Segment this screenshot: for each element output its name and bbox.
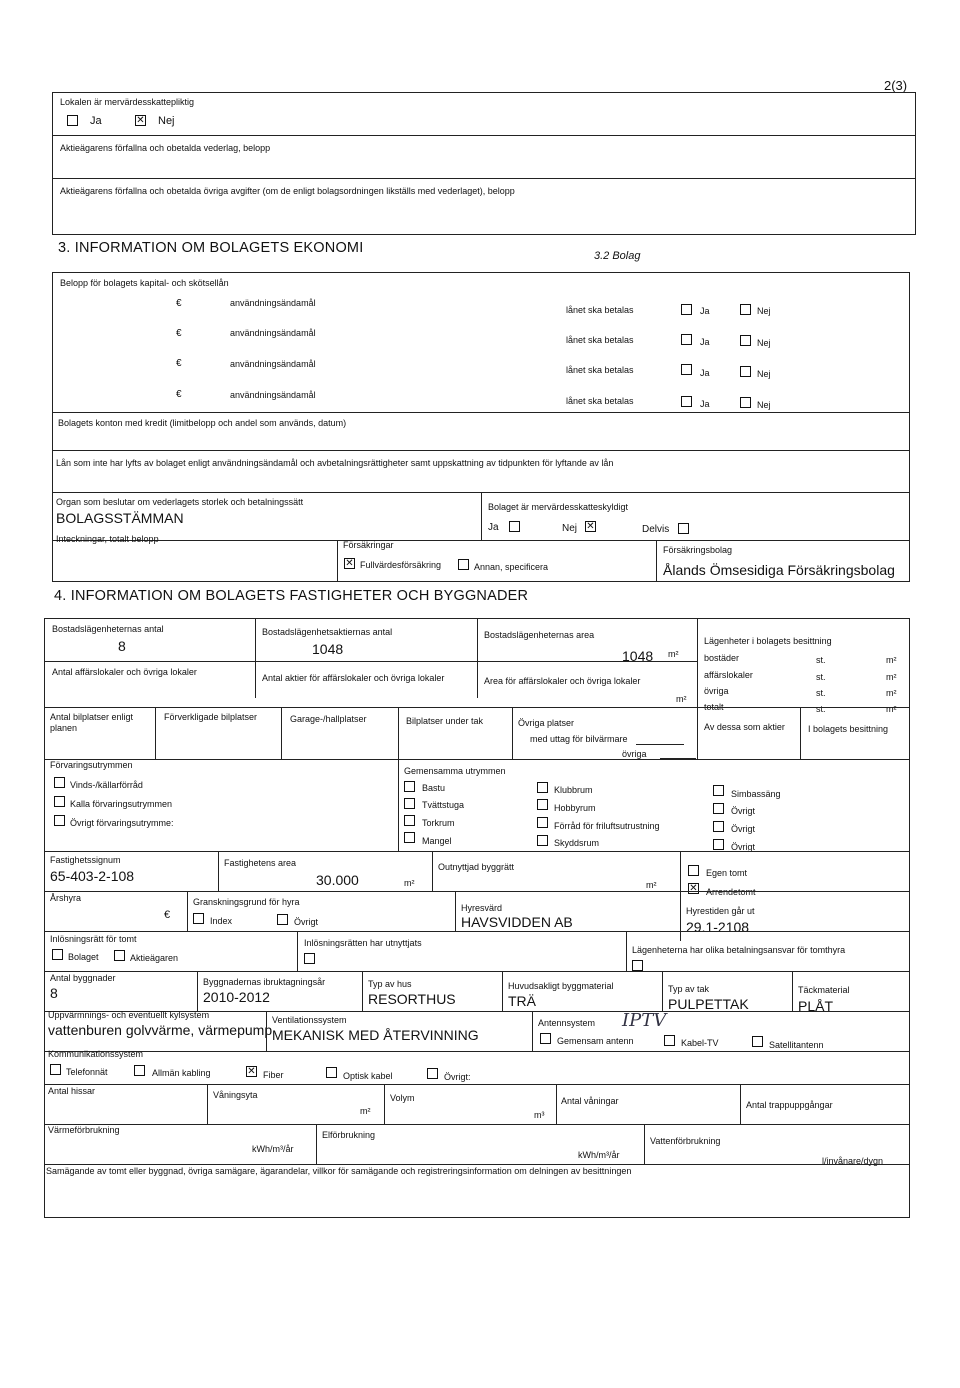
vat-nej-checkbox[interactable]: ✕ — [136, 115, 145, 126]
loan-label: Belopp för bolagets kapital- och skötsellån — [60, 278, 229, 288]
property-id: 65-403-2-108 — [50, 868, 135, 884]
m2-label: m² — [886, 688, 897, 698]
ja-checkbox[interactable] — [681, 396, 692, 407]
antenna-label: Antennsystem — [538, 1018, 596, 1028]
parking-roof-label: Bilplatser under tak — [406, 716, 484, 726]
comm-item: Optisk kabel — [343, 1071, 393, 1081]
rent-other-label: Övrigt — [294, 917, 319, 927]
property-area-label: Fastighetens area — [224, 858, 297, 868]
commercial-shares-label: Antal aktier för affärslokaler och övriga lokaler — [262, 673, 445, 683]
ja-label: Ja — [700, 399, 710, 409]
property-area-unit: m² — [404, 878, 415, 888]
comm-item: Allmän kabling — [152, 1068, 211, 1078]
own-plot-label: Egen tomt — [706, 868, 748, 878]
landlord-label: Hyresvärd — [461, 903, 503, 913]
nej-label: Nej — [757, 369, 771, 379]
redemption-lease-checkbox[interactable] — [304, 953, 315, 964]
volume-label: Volym — [390, 1093, 415, 1103]
comm-label: Kommunikationssystem — [48, 1049, 144, 1059]
maintenance-checkbox[interactable] — [632, 960, 643, 971]
antenna-common-label: Gemensam antenn — [557, 1036, 634, 1046]
ja-checkbox[interactable] — [681, 304, 692, 315]
ja-label: Ja — [700, 337, 710, 347]
common-item: Tvättstuga — [422, 800, 465, 810]
page-number: 2(3) — [884, 78, 908, 93]
insurance-full-checkbox[interactable]: ✕ — [345, 558, 354, 569]
parking-realized-label: Förverkligade bilplatser — [164, 712, 258, 722]
section4-title: 4. INFORMATION OM BOLAGETS FASTIGHETER OCH BYGGNADER — [54, 588, 529, 604]
vat-company-delvis-checkbox[interactable] — [678, 523, 689, 534]
purpose-label: användningsändamål — [230, 298, 316, 308]
leased-plot-checkbox[interactable]: ✕ — [689, 883, 698, 894]
of-which-shares-label: Av dessa som aktier — [704, 722, 785, 732]
water-use-label: Vattenförbrukning — [650, 1136, 721, 1146]
vat-box — [52, 92, 916, 235]
common-item: Hobbyrum — [554, 803, 596, 813]
index-checkbox[interactable] — [193, 913, 204, 924]
st-label: st. — [816, 672, 826, 682]
common-checkbox[interactable] — [713, 803, 724, 814]
nej-checkbox[interactable] — [740, 335, 751, 346]
repay-label: lånet ska betalas — [566, 365, 634, 375]
vat-company-ja-checkbox[interactable] — [509, 521, 520, 532]
vat-nej-label: Nej — [158, 115, 175, 127]
common-checkbox[interactable] — [537, 799, 548, 810]
insurance-other-label: Annan, specificera — [474, 562, 549, 572]
units-area-unit: m² — [668, 649, 679, 659]
st-label: st. — [816, 688, 826, 698]
purpose-label: användningsändamål — [230, 328, 316, 338]
owned-row: affärslokaler — [704, 670, 753, 680]
units-count-label: Bostadslägenheternas antal — [52, 624, 164, 634]
insurance-other-checkbox[interactable] — [458, 559, 469, 570]
common-item: Bastu — [422, 783, 446, 793]
redemption-label: Inlösningsrätt för tomt — [50, 934, 137, 944]
floor-area-unit: m² — [360, 1106, 371, 1116]
annual-rent-label: Årshyra — [50, 893, 82, 903]
nej-label: Nej — [757, 306, 771, 316]
floors-label: Antal våningar — [561, 1096, 619, 1106]
storage-item: Vinds-/källarförråd — [70, 780, 143, 790]
heater-outlet-label: med uttag för bilvärmare — [530, 734, 628, 744]
roof-material-label: Täckmaterial — [798, 985, 850, 995]
unused-build-unit: m² — [646, 880, 657, 890]
nej-checkbox[interactable] — [740, 366, 751, 377]
owned-label: Lägenheter i bolagets besittning — [704, 636, 832, 646]
antenna-handwritten: IPTV — [622, 1010, 667, 1031]
organ-label: Organ som beslutar om vederlagets storlek och betalningssätt — [56, 497, 304, 507]
elec-use-label: Elförbrukning — [322, 1130, 376, 1140]
leased-plot-label: Arrendetomt — [706, 887, 756, 897]
shares-count: 1048 — [312, 641, 344, 657]
storage-checkbox[interactable] — [54, 777, 65, 788]
comm-checkbox[interactable] — [134, 1065, 145, 1076]
common-item: Övrigt — [731, 824, 756, 834]
antenna-satellite-checkbox[interactable] — [752, 1036, 763, 1047]
own-plot-checkbox[interactable] — [688, 865, 699, 876]
comm-item: Fiber — [263, 1070, 284, 1080]
common-checkbox[interactable] — [404, 781, 415, 792]
unpaid-fee-label: Aktieägarens förfallna och obetalda vederlag, belopp — [60, 143, 271, 153]
nej-label: Nej — [757, 338, 771, 348]
insurer-value: Ålands Ömsesidiga Försäkringsbolag — [663, 562, 895, 578]
m2-label: m² — [886, 672, 897, 682]
vat-company-nej-checkbox[interactable]: ✕ — [586, 521, 595, 532]
roof-material: PLÅT — [798, 998, 834, 1014]
units-area: 1048 — [622, 648, 654, 664]
unused-build-label: Outnyttjad byggrätt — [438, 862, 515, 872]
house-type: RESORTHUS — [368, 991, 456, 1007]
redemption-company-label: Bolaget — [68, 952, 99, 962]
rent-basis-label: Granskningsgrund för hyra — [193, 897, 300, 907]
unpaid-other-label: Aktieägarens förfallna och obetalda övriga avgifter (om de enligt bolagsordningen likställs med vederlaget), belopp — [60, 186, 515, 196]
common-checkbox[interactable] — [404, 798, 415, 809]
elec-unit: kWh/m³/år — [578, 1150, 620, 1160]
redemption-lease-label: Inlösningsrätten har utnyttjats — [304, 938, 422, 948]
heat-unit: kWh/m³/år — [252, 1144, 294, 1154]
section3-subtitle: 3.2 Bolag — [594, 250, 641, 262]
shares-count-label: Bostadslägenhetsaktiernas antal — [262, 627, 393, 637]
redemption-shareholder-label: Aktieägaren — [130, 953, 179, 963]
m2-label: m² — [886, 655, 897, 665]
material-label: Huvudsakligt byggmaterial — [508, 981, 614, 991]
co-owner-label: Samägande av tomt eller byggnad, övriga samägare, ägarandelar, villkor för samägande och registreringsinformation om delningen av besittningen — [46, 1166, 632, 1176]
units-count: 8 — [118, 638, 126, 654]
comm-checkbox[interactable]: ✕ — [247, 1066, 256, 1077]
redemption-company-checkbox[interactable] — [52, 949, 63, 960]
owned-row: bostäder — [704, 653, 740, 663]
insurer-label: Försäkringsbolag — [663, 545, 733, 555]
property-id-label: Fastighetssignum — [50, 855, 121, 865]
common-item: Mangel — [422, 836, 452, 846]
house-type-label: Typ av hus — [368, 979, 412, 989]
commercial-area-label: Area för affärslokaler och övriga lokaler — [484, 676, 641, 686]
repay-label: lånet ska betalas — [566, 305, 634, 315]
nej-checkbox[interactable] — [740, 304, 751, 315]
purpose-label: användningsändamål — [230, 359, 316, 369]
owned-row: övriga — [704, 686, 729, 696]
insurance-full-label: Fullvärdesförsäkring — [360, 560, 442, 570]
buildings-count: 8 — [50, 985, 58, 1001]
common-checkbox[interactable] — [404, 832, 415, 843]
common-checkbox[interactable] — [537, 835, 548, 846]
storage-checkbox[interactable] — [54, 796, 65, 807]
ja-label: Ja — [700, 368, 710, 378]
currency: € — [176, 389, 182, 400]
landlord: HAVSVIDDEN AB — [461, 914, 573, 930]
ja-label: Ja — [700, 306, 710, 316]
vat-ja-checkbox[interactable] — [67, 115, 78, 126]
currency: € — [176, 298, 182, 309]
purpose-label: användningsändamål — [230, 390, 316, 400]
rent-currency: € — [164, 909, 171, 921]
garage-label: Garage-/hallplatser — [290, 714, 367, 724]
index-label: Index — [210, 916, 233, 926]
m2-label: m² — [886, 704, 897, 714]
storage-label: Förvaringsutrymmen — [50, 760, 133, 770]
other-spaces-label: Övriga platser — [518, 718, 575, 728]
common-item: Övrigt — [731, 842, 756, 852]
credit-accounts-label: Bolagets konton med kredit (limitbelopp och andel som används, datum) — [58, 418, 347, 428]
comm-item: Telefonnät — [66, 1067, 108, 1077]
vat-label: Lokalen är mervärdesskattepliktig — [60, 97, 195, 107]
heat-use-label: Värmeförbrukning — [48, 1125, 120, 1135]
repay-label: lånet ska betalas — [566, 335, 634, 345]
roof-type: PULPETTAK — [668, 996, 749, 1012]
common-checkbox[interactable] — [537, 817, 548, 828]
common-checkbox[interactable] — [404, 815, 415, 826]
stairwells-label: Antal trappuppgångar — [746, 1100, 833, 1110]
commercial-count-label: Antal affärslokaler och övriga lokaler — [52, 667, 197, 677]
comm-checkbox[interactable] — [326, 1067, 337, 1078]
built-year-label: Byggnadernas ibruktagningsår — [203, 977, 326, 987]
comm-item: Övrigt: — [444, 1072, 471, 1082]
ventilation: MEKANISK MED ÅTERVINNING — [272, 1027, 479, 1043]
in-possession-label: I bolagets besittning — [808, 724, 889, 734]
other-label: övriga — [622, 749, 647, 759]
common-item: Övrigt — [731, 806, 756, 816]
ja-checkbox[interactable] — [681, 364, 692, 375]
common-checkbox[interactable] — [713, 839, 724, 850]
material: TRÄ — [508, 993, 536, 1009]
storage-item: Övrigt förvaringsutrymme: — [70, 818, 174, 828]
currency: € — [176, 358, 182, 369]
redemption-shareholder-checkbox[interactable] — [114, 950, 125, 961]
maintenance-label: Lägenheterna har olika betalningsansvar för tomthyra — [632, 945, 846, 955]
rent-end-label: Hyrestiden går ut — [686, 906, 755, 916]
common-item: Klubbrum — [554, 785, 593, 795]
water-unit: l/invånare/dygn — [822, 1156, 884, 1166]
vat-company-ja: Ja — [488, 522, 499, 533]
common-checkbox[interactable] — [713, 821, 724, 832]
owned-row: totalt — [704, 702, 724, 712]
floor-area-label: Våningsyta — [213, 1090, 258, 1100]
loans-not-lifted-label: Lån som inte har lyfts av bolaget enligt användningsändamål och avbetalningsrättigheter samt uppskattning av tidpunkten för lyftande av lån — [56, 458, 614, 468]
roof-type-label: Typ av tak — [668, 984, 710, 994]
heating-label: Uppvärmnings- och eventuellt kylsystem — [48, 1010, 210, 1020]
repay-label: lånet ska betalas — [566, 396, 634, 406]
currency: € — [176, 328, 182, 339]
comm-checkbox[interactable] — [427, 1068, 438, 1079]
antenna-cable-checkbox[interactable] — [664, 1035, 675, 1046]
vat-company-nej: Nej — [562, 523, 578, 534]
ventilation-label: Ventilationssystem — [272, 1015, 347, 1025]
vat-company-delvis: Delvis — [642, 524, 670, 535]
common-item: Förråd för friluftsutrustning — [554, 821, 660, 831]
nej-label: Nej — [757, 400, 771, 410]
built-year: 2010-2012 — [203, 989, 270, 1005]
antenna-common-checkbox[interactable] — [540, 1033, 551, 1044]
ja-checkbox[interactable] — [681, 334, 692, 345]
antenna-satellite-label: Satellitantenn — [769, 1040, 824, 1050]
vat-ja-label: Ja — [90, 115, 102, 127]
insurance-label: Försäkringar — [343, 540, 394, 550]
storage-checkbox[interactable] — [54, 815, 65, 826]
nej-checkbox[interactable] — [740, 397, 751, 408]
organ-value: BOLAGSSTÄMMAN — [56, 510, 184, 526]
antenna-cable-label: Kabel-TV — [681, 1038, 719, 1048]
common-checkbox[interactable] — [713, 785, 724, 796]
st-label: st. — [816, 704, 826, 714]
buildings-count-label: Antal byggnader — [50, 973, 116, 983]
volume-unit: m³ — [534, 1110, 545, 1120]
units-area-label: Bostadslägenheternas area — [484, 630, 595, 640]
property-area: 30.000 — [316, 872, 359, 888]
parking-plan-label: Antal bilplatser enligt planen — [50, 712, 134, 733]
rent-end: 29.1-2108 — [686, 919, 750, 935]
common-item: Torkrum — [422, 818, 455, 828]
st-label: st. — [816, 655, 826, 665]
vat-company-label: Bolaget är mervärdesskatteskyldigt — [488, 502, 629, 512]
common-item: Skyddsrum — [554, 838, 600, 848]
mortgages-label: Inteckningar, totalt belopp — [56, 534, 159, 544]
elevators-label: Antal hissar — [48, 1086, 96, 1096]
common-checkbox[interactable] — [537, 782, 548, 793]
comm-checkbox[interactable] — [50, 1064, 61, 1075]
common-item: Simbassäng — [731, 789, 781, 799]
common-label: Gemensamma utrymmen — [404, 766, 506, 776]
rent-other-checkbox[interactable] — [277, 914, 288, 925]
commercial-area-unit: m² — [676, 694, 687, 704]
storage-item: Kalla förvaringsutrymmen — [70, 799, 173, 809]
heating: vattenburen golvvärme, värmepump — [48, 1022, 273, 1038]
section3-title: 3. INFORMATION OM BOLAGETS EKONOMI — [58, 240, 364, 256]
